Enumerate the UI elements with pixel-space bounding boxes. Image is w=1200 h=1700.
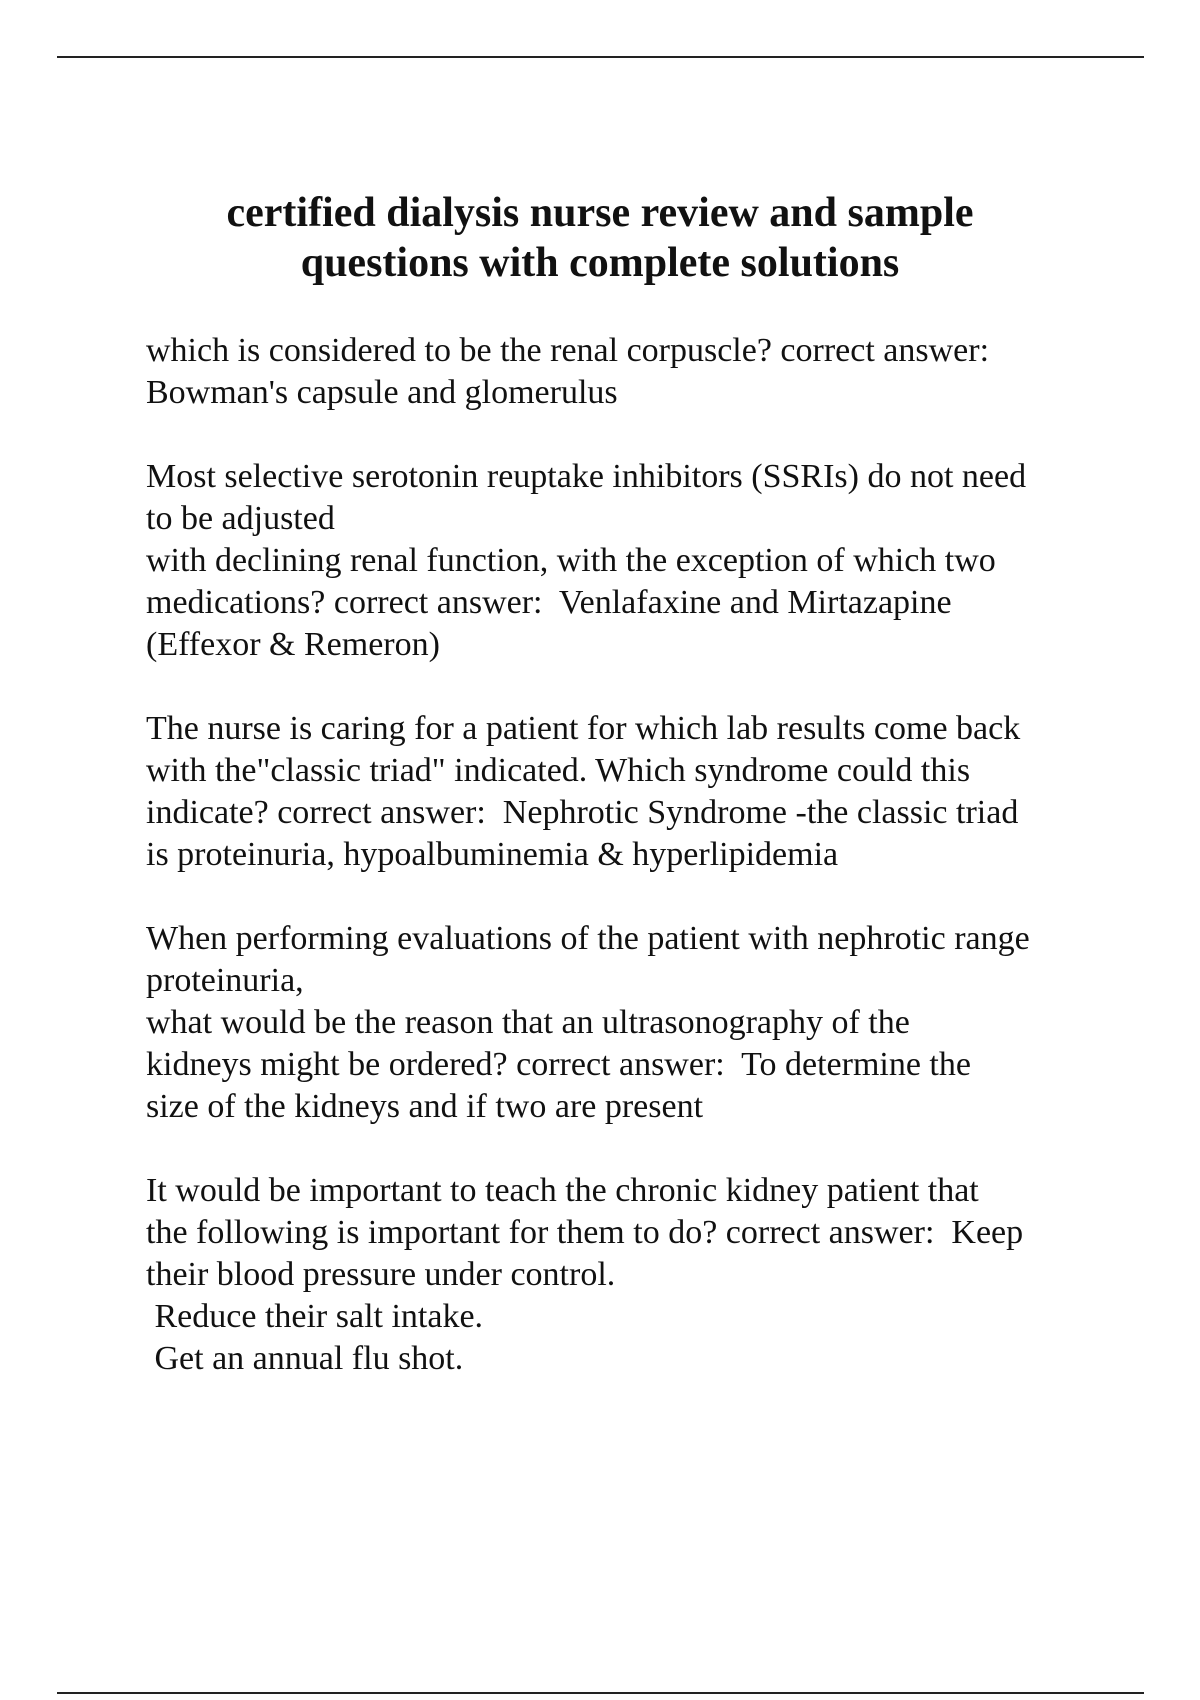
text-line: Reduce their salt intake.: [146, 1298, 484, 1335]
bottom-rule: [57, 1692, 1144, 1694]
text-line: the following is important for them to do? correct answer: Keep: [146, 1214, 1024, 1251]
document-title: [120, 188, 1080, 288]
text-line: Most selective serotonin reuptake inhibitors (SSRIs) do not need: [146, 458, 1027, 495]
text-line: which is considered to be the renal corpuscle? correct answer:: [146, 332, 990, 369]
text-line: with the"classic triad" indicated. Which syndrome could this: [146, 752, 971, 789]
text-line: When performing evaluations of the patient with nephrotic range: [146, 920, 1030, 957]
text-line: proteinuria,: [146, 962, 304, 999]
qa-entry-ssri: [146, 456, 1106, 666]
text-line: It would be important to teach the chronic kidney patient that: [146, 1172, 979, 1209]
title-line: questions with complete solutions: [300, 240, 900, 286]
text-line: Get an annual flu shot.: [146, 1340, 464, 1377]
text-line: to be adjusted: [146, 500, 335, 537]
text-line: with declining renal function, with the exception of which two: [146, 542, 996, 579]
text-line: indicate? correct answer: Nephrotic Syndrome -the classic triad: [146, 794, 1019, 831]
text-line: size of the kidneys and if two are present: [146, 1088, 704, 1125]
qa-entry-patient-teaching: [146, 1170, 1106, 1380]
text-line: The nurse is caring for a patient for which lab results come back: [146, 710, 1021, 747]
title-line: certified dialysis nurse review and sample: [226, 190, 974, 236]
text-line: is proteinuria, hypoalbuminemia & hyperlipidemia: [146, 836, 839, 873]
text-line: medications? correct answer: Venlafaxine and Mirtazapine: [146, 584, 952, 621]
text-line: their blood pressure under control.: [146, 1256, 616, 1293]
qa-entry-renal-corpuscle: [146, 330, 1106, 414]
top-rule: [57, 56, 1144, 58]
document-body: [146, 330, 1106, 1422]
qa-entry-ultrasonography: [146, 918, 1106, 1128]
text-line: kidneys might be ordered? correct answer: To determine the: [146, 1046, 971, 1083]
text-line: what would be the reason that an ultrasonography of the: [146, 1004, 910, 1041]
text-line: (Effexor & Remeron): [146, 626, 440, 663]
qa-entry-classic-triad: [146, 708, 1106, 876]
text-line: Bowman's capsule and glomerulus: [146, 374, 618, 411]
